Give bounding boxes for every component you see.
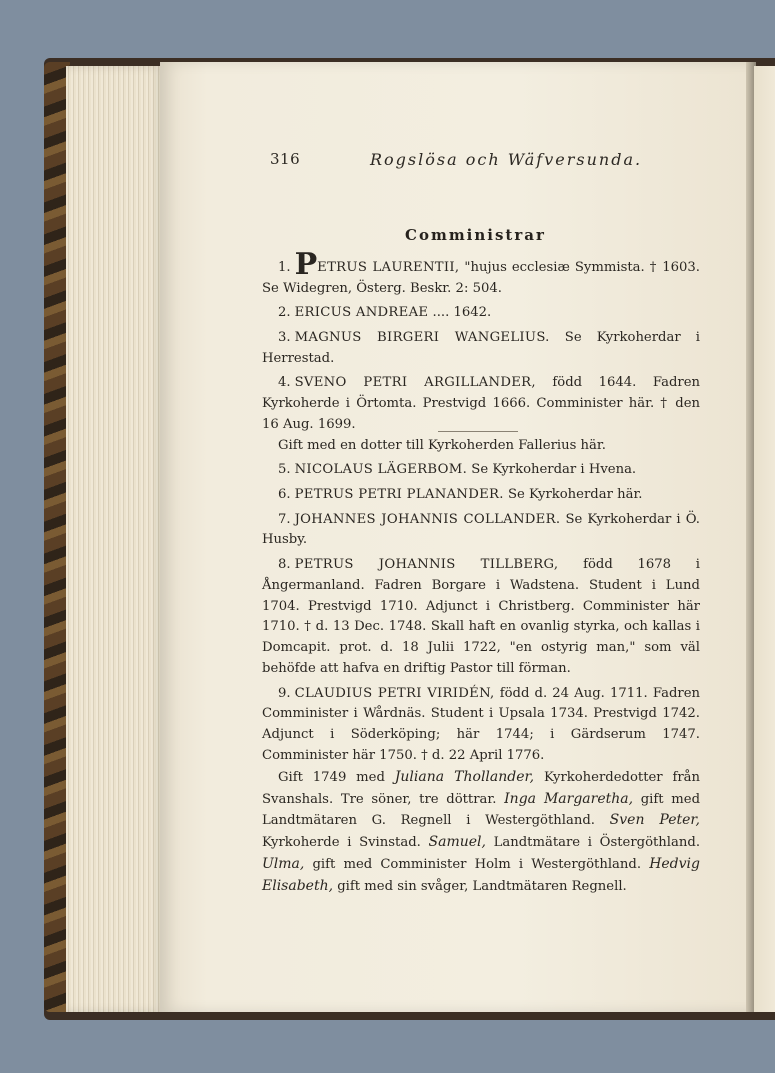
- family-text: gift med sin svåger, Landtmätaren Regnell.: [333, 878, 627, 894]
- entry-7: [262, 510, 700, 552]
- entry-text: Se Kyrkoherdar i Ö. Husby.: [262, 511, 700, 548]
- running-title: Rogslösa och Wäfversunda.: [370, 150, 643, 169]
- entry-6: [262, 485, 700, 506]
- entry-9: [262, 684, 700, 767]
- section-heading: Comministrar: [405, 226, 546, 244]
- facing-page-edge: [754, 66, 775, 1012]
- person-name: Inga Margaretha,: [504, 790, 634, 807]
- entry-number: 3.: [278, 329, 291, 345]
- family-text: gift med Comminister Holm i Westergöthland.: [304, 856, 650, 872]
- entry-name: MAGNUS BIRGERI WANGELIUS.: [294, 329, 550, 345]
- entry-text: född 1644. Fadren Kyrkoherde i Örtomta. Prestvigd 1666. Comminister här. † den 16 Aug. 1699.: [262, 375, 700, 432]
- drop-cap: P: [294, 247, 318, 282]
- entry-4: [262, 373, 700, 435]
- entry-number: 4.: [278, 375, 291, 391]
- entry-number: 6.: [278, 486, 291, 502]
- entry-5: [262, 460, 700, 481]
- person-name: Juliana Thollander,: [394, 768, 535, 785]
- entry-text: "hujus ecclesiæ Symmista. † 1603. Se Widegren, Österg. Beskr. 2: 504.: [262, 260, 700, 296]
- family-text: Kyrkoherde i Svinstad.: [262, 835, 429, 851]
- entry-text: Se Kyrkoherdar här.: [503, 486, 643, 502]
- entry-text: .... 1642.: [428, 305, 492, 321]
- entry-name: PETRUS JOHANNIS TILLBERG,: [294, 556, 559, 572]
- page-number: 316: [270, 150, 301, 168]
- person-name: Ulma,: [262, 855, 305, 872]
- page-body: [262, 247, 701, 897]
- entry-number: 5.: [278, 462, 291, 478]
- entry-name: CLAUDIUS PETRI VIRIDÉN,: [294, 685, 495, 701]
- person-name: Samuel,: [428, 834, 486, 851]
- entry-name: PETRUS PETRI PLANANDER.: [294, 486, 504, 502]
- entry-3: [262, 328, 700, 370]
- entry-text: Se Kyrkoherdar i Herrestad.: [262, 329, 700, 366]
- family-text: gift med Landtmätaren G. Regnell i Westergöthland.: [262, 791, 701, 829]
- family-text: Kyrkoherdedotter från Svanshals. Tre söner, tre döttrar.: [262, 769, 700, 807]
- entry-2: [262, 303, 700, 324]
- page-edges: [66, 66, 164, 1012]
- entry-number: 1.: [278, 260, 291, 275]
- separator-rule: [438, 431, 518, 432]
- entry-text: född 1678 i Ångermanland. Fadren Borgare i Wadstena. Student i Lund 1704. Prestvigd 1710. Adjunct i Christberg. Comminister här 1710. † d. 13 Dec. 1748. Skall haft en ovanlig styrka, och kallas i Domcapit. prot. d. 18 Julii 1722, "en ostyrig man," som väl behöfde att hafva en driftig Pastor till förman.: [262, 556, 700, 676]
- entry-name: ERICUS ANDREAE: [294, 305, 429, 321]
- family-note-4: Gift med en dotter till Kyrkoherden Fallerius här.: [278, 437, 606, 453]
- entry-name: NICOLAUS LÄGERBOM.: [294, 462, 468, 478]
- family-text: Gift 1749 med: [278, 769, 395, 785]
- entry-8: [262, 555, 700, 680]
- entry-1: [262, 247, 700, 300]
- entry-text: född d. 24 Aug. 1711. Fadren Comminister i Wårdnäs. Student i Upsala 1734. Prestvigd 1742. Adjunct i Söderköping; här 1744; i Gärdserum 1747. Comminister här 1750. † d. 22 April 1776.: [262, 685, 700, 763]
- person-name: Hedvig Elisabeth,: [262, 855, 700, 894]
- person-name: Sven Peter,: [609, 812, 700, 829]
- entry-name: JOHANNES JOHANNIS COLLANDER.: [294, 511, 561, 527]
- entry-name: ETRUS LAURENTII,: [317, 260, 460, 275]
- entry-number: 7.: [278, 511, 291, 527]
- family-note-9: [262, 767, 700, 898]
- entry-text: Se Kyrkoherdar i Hvena.: [467, 462, 637, 478]
- entry-number: 8.: [278, 556, 291, 572]
- page-header: [270, 150, 710, 174]
- family-text: Landtmätare i Östergöthland.: [485, 835, 701, 851]
- entry-number: 2.: [278, 305, 291, 321]
- entry-name: SVENO PETRI ARGILLANDER,: [294, 375, 536, 391]
- entry-number: 9.: [278, 685, 291, 701]
